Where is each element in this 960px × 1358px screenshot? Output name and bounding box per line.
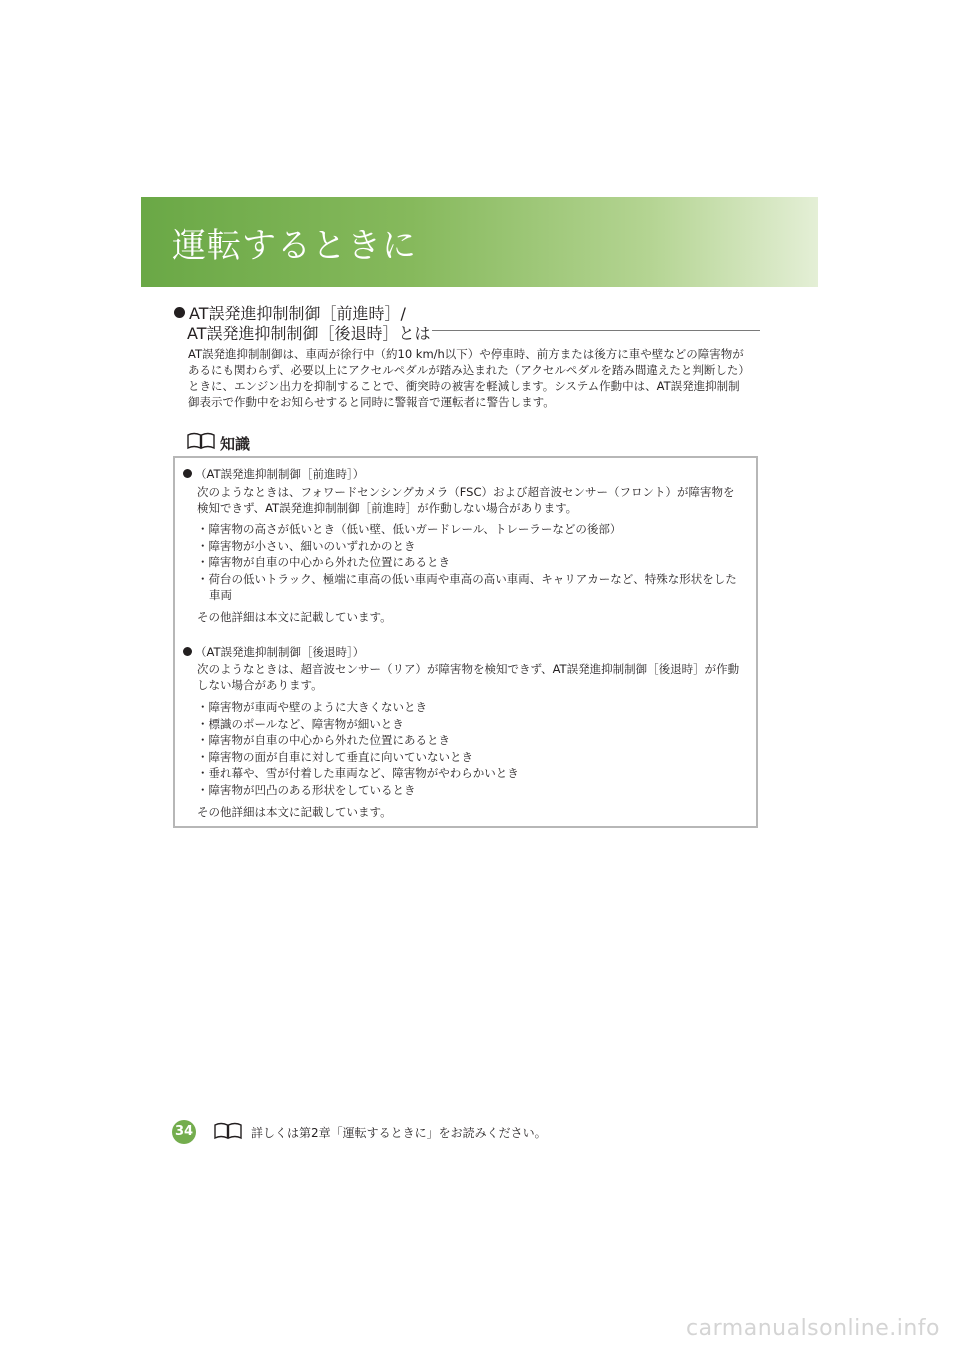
forward-note-list (197, 521, 745, 604)
watermark: carmanualsonline.info (686, 1316, 940, 1341)
reverse-note-intro: 次のようなときは、超音波センサー（リア）が障害物を検知できず、AT誤発進抑制制御［後退時］が作動しない場合があります。 (197, 662, 740, 692)
forward-note-intro: 次のようなときは、フォワードセンシングカメラ（FSC）および超音波センサー（フロント）が障害物を検知できず、AT誤発進抑制制御［前進時］が作動しない場合があります。 (197, 485, 735, 515)
section-intro-paragraph: AT誤発進抑制制御は、車両が徐行中（約10 km/h以下）や停車時、前方または後方に車や壁などの障害物があるにも関わらず、必要以上にアクセルペダルが踏み込まれた（アクセルペダルを踏み間違えたと判断した）ときに、エンジン出力を抑制することで、衝突時の被害を軽減します。システム作動中は、AT誤発進抑制制御表示で作動中をお知らせすると同時に警報音で運転者に警告します。 (188, 347, 745, 409)
reverse-note-outro: その他詳細は本文に記載しています。 (197, 805, 392, 819)
forward-note-title (183, 466, 364, 482)
chapter-title: 運転するときに (172, 226, 417, 266)
bullet-icon (174, 307, 185, 318)
list-item: ・荷台の低いトラック、極端に車高の低い車両や車高の高い車両、キャリアカーなど、特殊な形状をした車両 (197, 571, 737, 602)
list-item: ・障害物の高さが低いとき（低い壁、低いガードレール、トレーラーなどの後部） (197, 522, 622, 536)
list-item: ・垂れ幕や、雪が付着した車両など、障害物がやわらかいとき (197, 766, 519, 780)
knowledge-title: 知識 (220, 434, 251, 453)
book-icon (213, 1122, 243, 1143)
section-heading-line1: AT誤発進抑制制御［前進時］/ (189, 304, 406, 323)
footer-reference-text: 詳しくは第2章「運転するときに」をお読みください。 (251, 1126, 547, 1140)
reverse-note-title-text: （AT誤発進抑制制御［後退時］） (195, 645, 365, 659)
section-heading-line2: AT誤発進抑制制御［後退時］とは (187, 324, 431, 343)
forward-note-title-text: （AT誤発進抑制制御［前進時］） (195, 467, 365, 481)
list-item: ・標識のポールなど、障害物が細いとき (197, 716, 404, 731)
footer-reference (213, 1122, 547, 1143)
list-item: ・障害物の面が自車に対して垂直に向いていないとき (197, 749, 473, 764)
heading-divider (432, 330, 760, 331)
knowledge-note-box (173, 456, 758, 828)
list-item: ・障害物が自車の中心から外れた位置にあるとき (197, 555, 450, 569)
bullet-icon (183, 469, 192, 478)
forward-note-outro: その他詳細は本文に記載しています。 (197, 610, 392, 624)
list-item: ・障害物が小さい、細いのいずれかのとき (197, 538, 416, 553)
page-number: 34 (172, 1120, 196, 1144)
book-icon (186, 432, 216, 454)
list-item: ・障害物が自車の中心から外れた位置にあるとき (197, 733, 450, 747)
list-item: ・障害物が凹凸のある形状をしているとき (197, 782, 416, 797)
list-item: ・障害物が車両や壁のように大きくないとき (197, 700, 427, 714)
bullet-icon (183, 647, 192, 656)
reverse-note-title (183, 644, 364, 660)
knowledge-label (186, 433, 250, 453)
section-heading (174, 304, 430, 344)
reverse-note-list (197, 699, 745, 798)
